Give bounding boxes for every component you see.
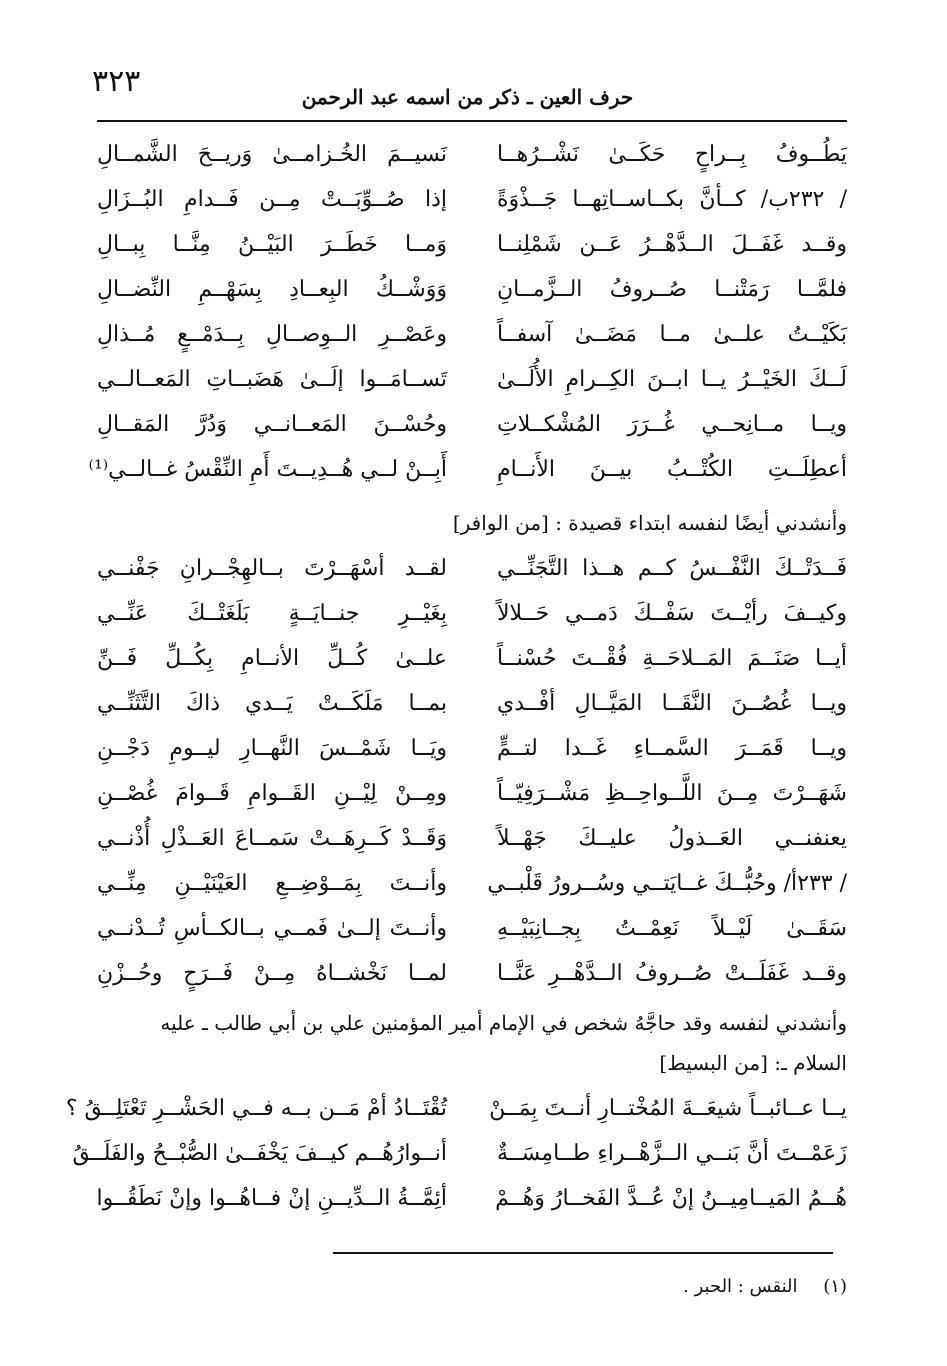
second-hemistich: إذا صُــوِّبَــتْ مِــن فَــدامِ البُــزَالِ	[97, 187, 447, 212]
second-hemistich: أنــوارُهُــم كيــفَ يَخْفَــىٰ الصُّبْــحُ والفَلَــقُ	[72, 1141, 447, 1166]
first-hemistich: شَهَــرْتَ مِــنَ اللَّــواحِــظِ مَشْــرَفِيّــاً	[497, 781, 847, 806]
verse-line	[97, 1176, 847, 1221]
verse-line	[97, 132, 847, 177]
first-hemistich: زَعَمْــتَ أنَّ بَنــي الــزَّهْــراءِ طــامِسَــةٌ	[497, 1141, 847, 1166]
second-hemistich: بمــا مَلَكَــتْ يَــدي ذاكَ التَّثَنِّــي	[97, 691, 447, 716]
verse-line	[97, 681, 847, 726]
verse-line	[97, 312, 847, 357]
verse-line	[97, 636, 847, 681]
verse-line	[72, 1131, 847, 1176]
poem-3	[65, 1086, 847, 1221]
first-hemistich: وقــد غَفَــلَ الــدَّهْــرُ عَــن شَمْلِنــا	[497, 232, 847, 257]
verse-line	[97, 906, 847, 951]
verse-line	[97, 771, 847, 816]
first-hemistich: يــا عــائبــاً شيعَــةَ المُخْتــارِ أنــتَ بِمَــنْ	[489, 1096, 847, 1121]
verse-line	[97, 177, 847, 222]
first-hemistich: يعنفنــي العَــذولُ عليــكَ جَهْــلاً	[497, 826, 847, 851]
second-hemistich: نَسيــمَ الخُـزامــىٰ وَريــحَ الشَّمــالِ	[97, 142, 447, 167]
first-hemistich: هُــمُ المَيــامِيــنُ إنْ عُــدَّ الفَخــارُ وَهُــمْ	[495, 1186, 847, 1211]
second-hemistich: لمــا نَخْشــاهُ مِــنْ فَــرَحٍ وحُــزْنِ	[97, 961, 447, 986]
second-hemistich: وأنــتَ إلــىٰ فَمــي بــالكــأسِ تُــدْنــي	[97, 916, 447, 941]
verse-line	[97, 357, 847, 402]
verse-line	[97, 267, 847, 312]
first-hemistich: ويــا غُصُــنَ النَّقَــا المَيَّــالِ أفْــدي	[497, 691, 847, 716]
first-hemistich: سَقَــىٰ لَيْــلاً نَعِمْــتُ بِجــانِبَيْــهِ	[497, 916, 847, 941]
second-hemistich: وأنــتَ بِمَــوْضِــعِ العَيْنَيْــنِ مِنِّــي	[97, 871, 447, 896]
second-hemistich: وَمــا خَطَــرَ البَيْــنُ مِنَّــا بِبــالِ	[97, 232, 447, 257]
second-hemistich: ومِــنْ لِيْــنِ القَــوامِ قَــوامَ غُصْــنِ	[97, 781, 447, 806]
page-number: ٣٢٣	[92, 64, 141, 99]
second-hemistich: وَوَشْــكُ البِعــادِ بِسَهْــمِ النِّضــالِ	[97, 277, 447, 302]
first-hemistich: وكيــفَ رأيْــتَ سَفْــكَ دَمــي حَــلالاً	[497, 601, 847, 626]
running-header: حرف العين ـ ذكر من اسمه عبد الرحمن	[301, 85, 634, 109]
poem-3-introduction-line-1: وأنشدني لنفسه وقد حاجَّهُ شخص في الإمام أمير المؤمنين علي بن أبي طالب ـ عليه	[160, 1011, 847, 1035]
poem-2	[97, 546, 847, 996]
first-hemistich: بَكَيْــتُ علــىٰ مــا مَضَــىٰ آسفــاً	[497, 322, 847, 347]
first-hemistich: فَــدَتْــكَ النَّفْــسُ كــم هــذا التَّجَنِّــي	[497, 556, 847, 581]
second-hemistich: أئِمَّــةُ الــدِّيــنِ إنْ فــاهُــوا وإنْ نَطَقُــوا	[96, 1186, 447, 1211]
first-hemistich: فلمَّــا رَمَتْنــا صُــروفُ الــزَّمــانِ	[497, 277, 847, 302]
first-hemistich: / ٢٣٣أ/ وحُبُّــكَ غــايَتــي وسُــرورُ قَلْبــي	[487, 871, 847, 896]
verse-line	[88, 447, 847, 492]
second-hemistich: بِغَيْــرِ جنــايَــةٍ بَلَغَتْــكَ عَنِّــي	[97, 601, 447, 626]
second-hemistich: ويَــا شَمْــسَ النَّهــارِ ليــومِ دَجْــنِ	[97, 736, 447, 761]
second-hemistich: تُقْتَــادُ أمْ مَــن بــه فــي الحَشْــرِ تَعْتَلِــقُ ؟	[65, 1096, 447, 1121]
footnote-text: النقس : الحبر .	[683, 1276, 798, 1297]
first-hemistich: يَطُــوفُ بِــراحٍ حَكَــىٰ نَشْــرُهــا	[497, 142, 847, 167]
verse-line	[97, 726, 847, 771]
second-hemistich: وعَصْــرِ الــوِصــالِ بِــدَمْــعٍ مُــذالِ	[97, 322, 447, 347]
first-hemistich: أعطِلَــتِ الكُتْــبُ بيــنَ الأَنــامِ	[497, 457, 847, 482]
second-hemistich: لقــد أسْهَــرْتَ بــالهِجْــرانِ جَفْنــي	[97, 556, 447, 581]
poem-1	[88, 132, 847, 492]
first-hemistich: ويــا قَمَــرَ السَّمــاءِ غَــدا لتــمٍّ	[497, 736, 847, 761]
second-hemistich: وَقَــدْ كَــرِهَــتْ سَمــاعَ العَــذْلِ أُذْنــي	[97, 826, 447, 851]
header-divider	[97, 120, 847, 122]
second-hemistich: وحُسْــنَ المَعــانــي وَدُرَّ المَقــالِ	[97, 412, 447, 437]
poem-2-introduction: وأنشدني أيضًا لنفسه ابتداء قصيدة : [من الوافر]	[452, 511, 847, 535]
footnote-divider	[333, 1252, 833, 1254]
first-hemistich: لَــكَ الخَيْــرُ يــا ابــنَ الكِــرامِ الأُلَــىٰ	[497, 367, 847, 392]
second-hemistich: أَبِــنْ لــي هُــدِيــتَ أَمِ النِّقْسُ غــالــي⁽¹⁾	[88, 457, 447, 482]
first-hemistich: وقــد غَفَلَــتْ صُــروفُ الــدَّهْــرِ عَنَّــا	[497, 961, 847, 986]
footnote	[497, 1270, 847, 1304]
verse-line	[97, 861, 847, 906]
poem-3-introduction-line-2: السلام ـ: [من البسيط]	[659, 1051, 847, 1075]
verse-line	[97, 222, 847, 267]
first-hemistich: ويــا مــانِحــي غُــرَرَ المُشْكــلاتِ	[497, 412, 847, 437]
verse-line	[97, 816, 847, 861]
footnote-marker: (١)	[823, 1276, 847, 1297]
verse-line	[97, 951, 847, 996]
verse-line	[65, 1086, 847, 1131]
verse-line	[97, 546, 847, 591]
first-hemistich: / ٢٣٢ب/ كــأنَّ بكــاســاتِهــا جَــذْوَةً	[497, 187, 847, 212]
second-hemistich: تَســامَــوا إلَــىٰ هَضَبــاتِ المَعــالــي	[97, 367, 447, 392]
second-hemistich: علــىٰ كُــلِّ الأنــامِ بِكُــلِّ فَــنِّ	[97, 646, 447, 671]
first-hemistich: أيــا صَنَــمَ المَــلاحَــةِ فُقْــتَ حُسْنــاً	[497, 646, 847, 671]
verse-line	[97, 591, 847, 636]
verse-line	[97, 402, 847, 447]
